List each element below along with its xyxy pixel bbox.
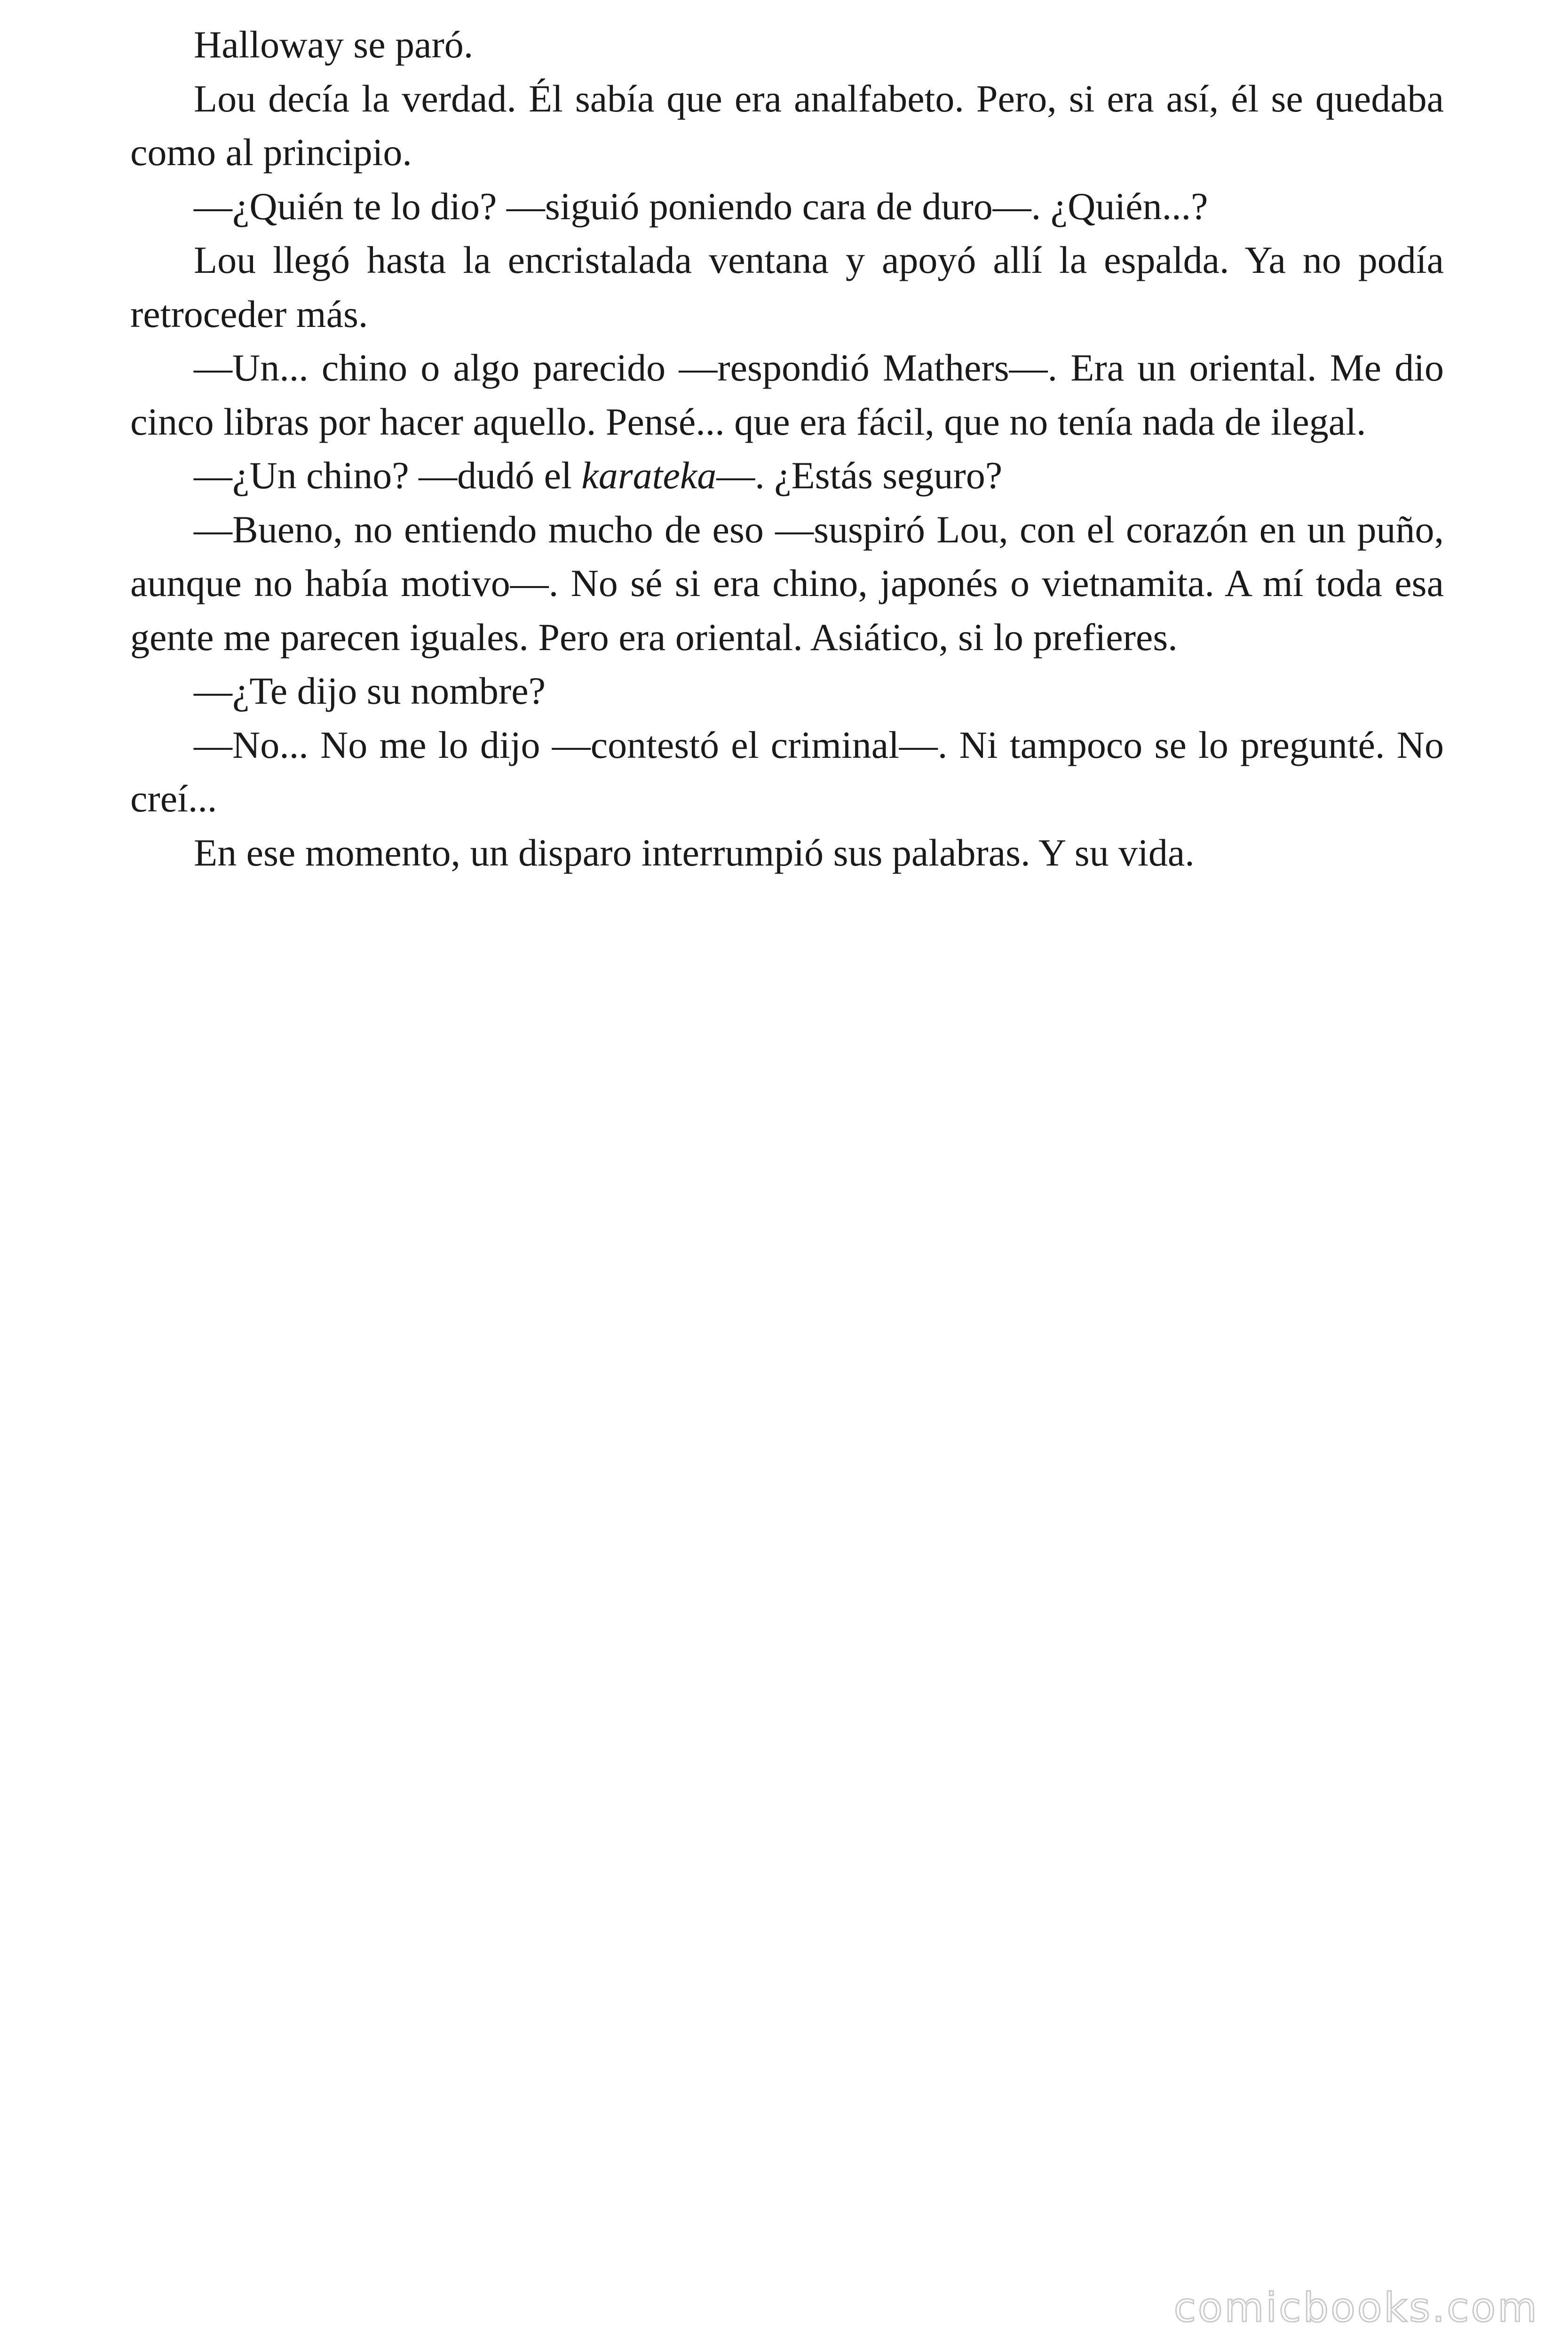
body-text <box>130 18 1444 880</box>
paragraph-text: —. ¿Estás seguro? <box>716 454 1003 497</box>
paragraph <box>130 18 1444 72</box>
paragraph <box>130 503 1444 665</box>
paragraph-text: —Un... chino o algo parecido —respondió Mathers—. Era un oriental. Me dio cinco libras por hacer aquello. Pensé... que era fácil, que no tenía nada de ilegal. <box>130 346 1444 443</box>
paragraph <box>130 180 1444 234</box>
paragraph <box>130 72 1444 180</box>
paragraph <box>130 233 1444 341</box>
paragraph-text: Lou llegó hasta la encristalada ventana y apoyó allí la espalda. Ya no podía retroceder más. <box>130 238 1444 335</box>
paragraph <box>130 341 1444 449</box>
paragraph-text: —Bueno, no entiendo mucho de eso —suspiró Lou, con el corazón en un puño, aunque no había motivo—. No sé si era chino, japonés o vietnamita. A mí toda esa gente me parecen iguales. Pero era oriental. Asiático, si lo prefieres. <box>130 508 1444 659</box>
paragraph-text: —¿Te dijo su nombre? <box>194 669 546 712</box>
paragraph <box>130 718 1444 826</box>
site-watermark: comicbooks.com <box>1173 2284 1539 2331</box>
paragraph <box>130 826 1444 880</box>
paragraph-text: Halloway se paró. <box>194 23 474 66</box>
paragraph-text: Lou decía la verdad. Él sabía que era analfabeto. Pero, si era así, él se quedaba como al principio. <box>130 77 1444 174</box>
paragraph <box>130 664 1444 718</box>
paragraph-text: —¿Un chino? —dudó el <box>194 454 582 497</box>
italic-term: karateka <box>581 454 717 497</box>
paragraph-text: —No... No me lo dijo —contestó el criminal—. Ni tampoco se lo pregunté. No creí... <box>130 723 1444 820</box>
paragraph-text: —¿Quién te lo dio? —siguió poniendo cara de duro—. ¿Quién...? <box>194 184 1208 228</box>
paragraph <box>130 449 1444 503</box>
paragraph-text: En ese momento, un disparo interrumpió sus palabras. Y su vida. <box>194 831 1195 874</box>
